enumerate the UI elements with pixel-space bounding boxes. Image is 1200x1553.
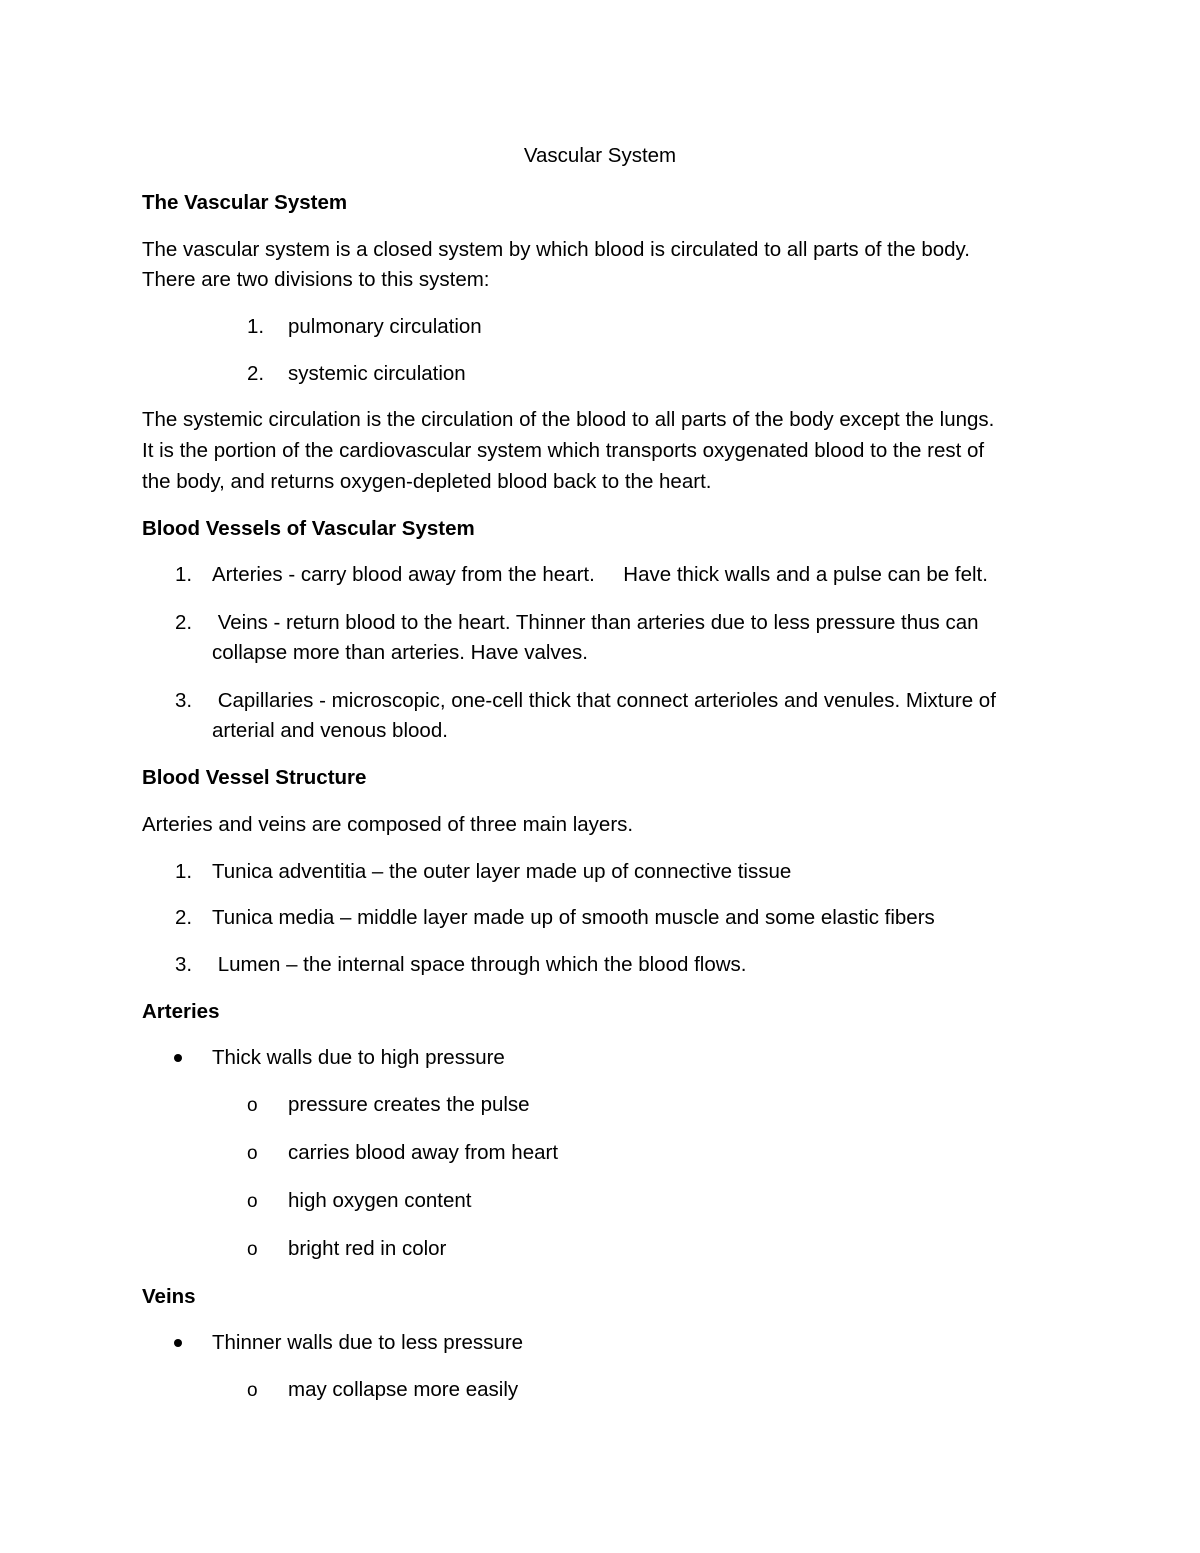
arteries-sub-item: carries blood away from heart xyxy=(288,1141,559,1164)
layer-item-lumen: Lumen – the internal space through which the blood flows. xyxy=(212,953,747,976)
veins-sub-item: may collapse more easily xyxy=(288,1378,519,1401)
heading-veins: Veins xyxy=(142,1285,196,1308)
arteries-sub-item: bright red in color xyxy=(288,1237,447,1260)
layer-item-adventitia: Tunica adventitia – the outer layer made up of connective tissue xyxy=(212,860,792,883)
document-title: Vascular System xyxy=(523,144,677,167)
bullet-icon xyxy=(174,1054,182,1062)
vessel-item-veins-line-1: Veins - return blood to the heart. Thinner than arteries due to less pressure thus can xyxy=(212,611,979,634)
heading-blood-vessels: Blood Vessels of Vascular System xyxy=(142,517,475,540)
division-item-pulmonary: pulmonary circulation xyxy=(288,315,482,338)
list-number: 2. xyxy=(175,906,193,929)
circle-bullet-icon: o xyxy=(247,1143,258,1164)
intro-paragraph-line-2: There are two divisions to this system: xyxy=(142,268,490,291)
list-number: 2. xyxy=(175,611,193,634)
circle-bullet-icon: o xyxy=(247,1191,258,1212)
vessel-item-arteries: Arteries - carry blood away from the heart. Have thick walls and a pulse can be felt. xyxy=(212,563,988,586)
intro-paragraph-line-1: The vascular system is a closed system by which blood is circulated to all parts of the body. xyxy=(142,238,970,261)
circle-bullet-icon: o xyxy=(247,1380,258,1401)
vessel-item-capillaries-line-2: arterial and venous blood. xyxy=(212,719,448,742)
division-item-systemic: systemic circulation xyxy=(288,362,466,385)
systemic-paragraph-line-1: The systemic circulation is the circulation of the blood to all parts of the body except the lungs. xyxy=(142,408,995,431)
circle-bullet-icon: o xyxy=(247,1095,258,1116)
heading-arteries: Arteries xyxy=(142,1000,220,1023)
list-number: 3. xyxy=(175,953,193,976)
heading-vascular-system: The Vascular System xyxy=(142,191,348,214)
arteries-sub-item: pressure creates the pulse xyxy=(288,1093,530,1116)
arteries-bullet-text: Thick walls due to high pressure xyxy=(212,1046,505,1069)
list-number: 1. xyxy=(175,563,193,586)
systemic-paragraph-line-3: the body, and returns oxygen-depleted blood back to the heart. xyxy=(142,470,712,493)
layer-item-media: Tunica media – middle layer made up of smooth muscle and some elastic fibers xyxy=(212,906,935,929)
structure-paragraph: Arteries and veins are composed of three main layers. xyxy=(142,813,634,836)
circle-bullet-icon: o xyxy=(247,1239,258,1260)
vessel-item-capillaries-line-1: Capillaries - microscopic, one-cell thick that connect arterioles and venules. Mixture of xyxy=(212,689,996,712)
list-number: 1. xyxy=(247,315,265,338)
arteries-sub-item: high oxygen content xyxy=(288,1189,472,1212)
bullet-icon xyxy=(174,1339,182,1347)
list-number: 1. xyxy=(175,860,193,883)
systemic-paragraph-line-2: It is the portion of the cardiovascular system which transports oxygenated blood to the rest of xyxy=(142,439,985,462)
heading-vessel-structure: Blood Vessel Structure xyxy=(142,766,367,789)
list-number: 2. xyxy=(247,362,265,385)
veins-bullet-text: Thinner walls due to less pressure xyxy=(212,1331,524,1354)
list-number: 3. xyxy=(175,689,193,712)
vessel-item-veins-line-2: collapse more than arteries. Have valves. xyxy=(212,641,589,664)
